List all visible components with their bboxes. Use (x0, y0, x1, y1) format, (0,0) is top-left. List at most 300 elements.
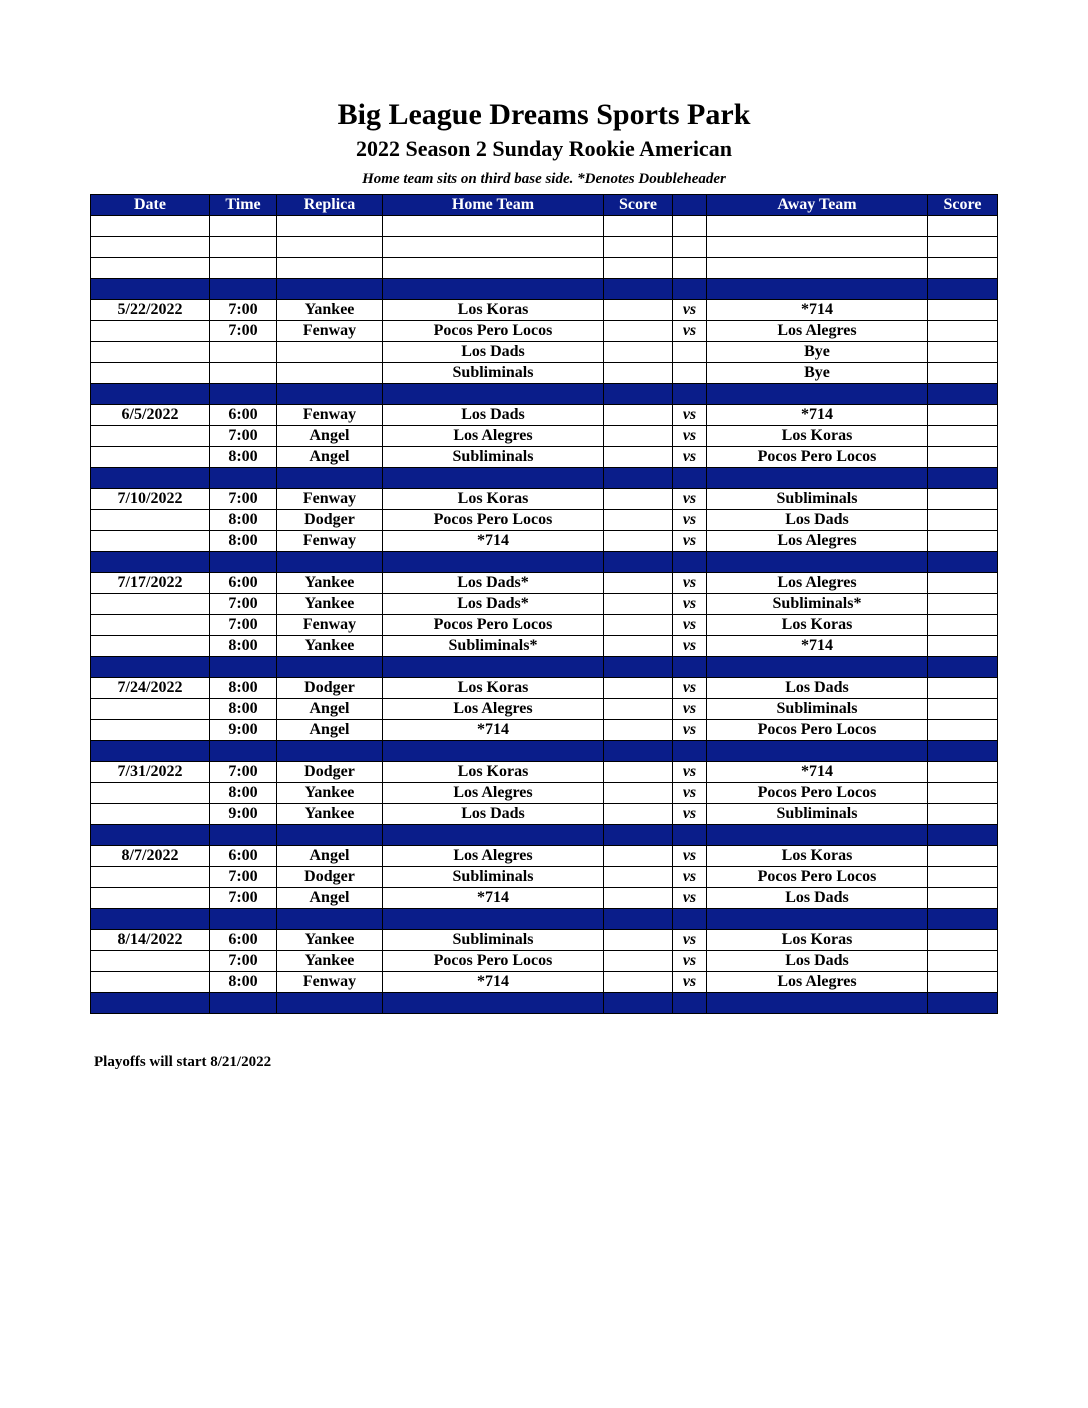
away-score-cell (928, 405, 998, 426)
home-score-cell (604, 699, 673, 720)
table-row (91, 510, 998, 531)
replica-cell (277, 279, 383, 300)
away-team-cell: Los Alegres (707, 972, 928, 993)
time-cell (210, 741, 277, 762)
away-team-cell: *714 (707, 762, 928, 783)
home-team-cell: Los Alegres (383, 426, 604, 447)
home-team-cell: Los Koras (383, 678, 604, 699)
replica-cell (277, 657, 383, 678)
table-row (91, 363, 998, 384)
vs-cell: vs (673, 951, 707, 972)
home-team-cell: *714 (383, 888, 604, 909)
replica-cell (277, 258, 383, 279)
home-score-cell (604, 216, 673, 237)
time-cell (210, 909, 277, 930)
col-home-team: Home Team (383, 195, 604, 216)
replica-cell: Yankee (277, 594, 383, 615)
time-cell: 7:00 (210, 321, 277, 342)
home-team-cell: Los Alegres (383, 783, 604, 804)
away-score-cell (928, 930, 998, 951)
home-score-cell (604, 363, 673, 384)
table-row (91, 699, 998, 720)
replica-cell: Yankee (277, 300, 383, 321)
home-score-cell (604, 573, 673, 594)
away-team-cell (707, 552, 928, 573)
table-row (91, 867, 998, 888)
home-score-cell (604, 951, 673, 972)
week-separator-row (91, 825, 998, 846)
table-row (91, 594, 998, 615)
away-score-cell (928, 468, 998, 489)
replica-cell (277, 384, 383, 405)
vs-cell: vs (673, 720, 707, 741)
away-score-cell (928, 279, 998, 300)
date-cell (91, 615, 210, 636)
time-cell (210, 216, 277, 237)
away-score-cell (928, 951, 998, 972)
date-cell (91, 321, 210, 342)
replica-cell: Yankee (277, 951, 383, 972)
col-vs (673, 195, 707, 216)
home-score-cell (604, 972, 673, 993)
away-team-cell: Pocos Pero Locos (707, 783, 928, 804)
away-score-cell (928, 573, 998, 594)
schedule-body (91, 216, 998, 1014)
vs-cell: vs (673, 321, 707, 342)
away-team-cell (707, 468, 928, 489)
date-cell (91, 468, 210, 489)
away-score-cell (928, 615, 998, 636)
replica-cell (277, 552, 383, 573)
away-score-cell (928, 888, 998, 909)
replica-cell: Yankee (277, 930, 383, 951)
replica-cell: Fenway (277, 531, 383, 552)
away-team-cell: *714 (707, 300, 928, 321)
replica-cell (277, 468, 383, 489)
date-cell (91, 594, 210, 615)
col-time: Time (210, 195, 277, 216)
home-score-cell (604, 909, 673, 930)
table-row (91, 300, 998, 321)
time-cell: 9:00 (210, 804, 277, 825)
away-team-cell: *714 (707, 405, 928, 426)
home-team-cell: Subliminals (383, 447, 604, 468)
replica-cell: Angel (277, 888, 383, 909)
home-score-cell (604, 783, 673, 804)
date-cell (91, 888, 210, 909)
vs-cell: vs (673, 804, 707, 825)
time-cell: 7:00 (210, 594, 277, 615)
home-score-cell (604, 930, 673, 951)
home-team-cell: *714 (383, 720, 604, 741)
home-score-cell (604, 510, 673, 531)
home-team-cell: Los Koras (383, 300, 604, 321)
replica-cell: Dodger (277, 867, 383, 888)
time-cell: 7:00 (210, 300, 277, 321)
away-team-cell: Subliminals* (707, 594, 928, 615)
away-team-cell: Subliminals (707, 699, 928, 720)
week-separator-row (91, 993, 998, 1014)
replica-cell: Angel (277, 720, 383, 741)
away-team-cell: Bye (707, 363, 928, 384)
away-score-cell (928, 552, 998, 573)
time-cell (210, 468, 277, 489)
table-row (91, 720, 998, 741)
replica-cell (277, 909, 383, 930)
vs-cell: vs (673, 972, 707, 993)
date-cell (91, 741, 210, 762)
home-score-cell (604, 594, 673, 615)
replica-cell (277, 216, 383, 237)
vs-cell: vs (673, 888, 707, 909)
date-cell: 7/31/2022 (91, 762, 210, 783)
replica-cell: Fenway (277, 615, 383, 636)
blank-row (91, 258, 998, 279)
table-row (91, 405, 998, 426)
date-cell: 6/5/2022 (91, 405, 210, 426)
home-score-cell (604, 741, 673, 762)
away-score-cell (928, 762, 998, 783)
replica-cell (277, 342, 383, 363)
away-team-cell: Los Koras (707, 615, 928, 636)
week-separator-row (91, 552, 998, 573)
time-cell: 6:00 (210, 573, 277, 594)
time-cell (210, 825, 277, 846)
away-score-cell (928, 720, 998, 741)
blank-row (91, 216, 998, 237)
vs-cell: vs (673, 531, 707, 552)
home-team-cell: Los Koras (383, 762, 604, 783)
away-score-cell (928, 237, 998, 258)
away-score-cell (928, 594, 998, 615)
away-team-cell: Los Koras (707, 426, 928, 447)
vs-cell (673, 279, 707, 300)
away-team-cell: Los Alegres (707, 573, 928, 594)
date-cell: 7/17/2022 (91, 573, 210, 594)
away-score-cell (928, 783, 998, 804)
home-score-cell (604, 489, 673, 510)
table-row (91, 888, 998, 909)
home-score-cell (604, 720, 673, 741)
page-title: Big League Dreams Sports Park (337, 98, 751, 131)
away-team-cell: Los Koras (707, 930, 928, 951)
vs-cell (673, 909, 707, 930)
vs-cell (673, 825, 707, 846)
home-team-cell: Los Dads (383, 342, 604, 363)
time-cell: 8:00 (210, 699, 277, 720)
home-team-cell: Los Dads* (383, 594, 604, 615)
replica-cell: Fenway (277, 489, 383, 510)
home-team-cell (383, 216, 604, 237)
time-cell: 7:00 (210, 951, 277, 972)
replica-cell: Angel (277, 426, 383, 447)
time-cell: 6:00 (210, 846, 277, 867)
time-cell: 8:00 (210, 783, 277, 804)
away-team-cell: Bye (707, 342, 928, 363)
date-cell (91, 216, 210, 237)
col-away-score: Score (928, 195, 998, 216)
table-row (91, 426, 998, 447)
table-row (91, 489, 998, 510)
week-separator-row (91, 657, 998, 678)
home-team-cell: Subliminals* (383, 636, 604, 657)
away-team-cell (707, 741, 928, 762)
table-row (91, 846, 998, 867)
home-score-cell (604, 447, 673, 468)
week-separator-row (91, 468, 998, 489)
home-team-cell: Los Dads (383, 804, 604, 825)
home-score-cell (604, 342, 673, 363)
time-cell: 8:00 (210, 447, 277, 468)
date-cell (91, 510, 210, 531)
home-score-cell (604, 237, 673, 258)
home-score-cell (604, 615, 673, 636)
home-team-cell: Los Alegres (383, 699, 604, 720)
vs-cell: vs (673, 867, 707, 888)
vs-cell: vs (673, 762, 707, 783)
home-score-cell (604, 678, 673, 699)
away-team-cell: *714 (707, 636, 928, 657)
time-cell (210, 993, 277, 1014)
away-score-cell (928, 636, 998, 657)
time-cell (210, 342, 277, 363)
home-team-cell (383, 552, 604, 573)
replica-cell: Dodger (277, 762, 383, 783)
vs-cell: vs (673, 405, 707, 426)
away-score-cell (928, 657, 998, 678)
time-cell: 6:00 (210, 405, 277, 426)
date-cell (91, 363, 210, 384)
away-score-cell (928, 846, 998, 867)
away-score-cell (928, 216, 998, 237)
home-team-cell (383, 825, 604, 846)
home-score-cell (604, 846, 673, 867)
date-cell (91, 279, 210, 300)
doubleheader-note: Home team sits on third base side. *Denotes Doubleheader (362, 171, 726, 187)
replica-cell (277, 993, 383, 1014)
week-separator-row (91, 909, 998, 930)
vs-cell: vs (673, 783, 707, 804)
table-header-row (91, 195, 998, 216)
vs-cell (673, 216, 707, 237)
home-team-cell: Subliminals (383, 363, 604, 384)
schedule-table (90, 194, 998, 1014)
date-cell (91, 867, 210, 888)
date-cell (91, 657, 210, 678)
col-date: Date (91, 195, 210, 216)
time-cell: 6:00 (210, 930, 277, 951)
away-team-cell (707, 825, 928, 846)
away-team-cell: Pocos Pero Locos (707, 867, 928, 888)
vs-cell (673, 468, 707, 489)
home-score-cell (604, 657, 673, 678)
home-team-cell: Los Alegres (383, 846, 604, 867)
home-team-cell (383, 384, 604, 405)
vs-cell: vs (673, 594, 707, 615)
away-score-cell (928, 867, 998, 888)
home-score-cell (604, 531, 673, 552)
blank-row (91, 237, 998, 258)
home-team-cell (383, 993, 604, 1014)
date-cell: 7/10/2022 (91, 489, 210, 510)
home-score-cell (604, 468, 673, 489)
home-team-cell: Subliminals (383, 930, 604, 951)
date-cell (91, 993, 210, 1014)
home-team-cell: Pocos Pero Locos (383, 951, 604, 972)
home-score-cell (604, 762, 673, 783)
home-team-cell (383, 237, 604, 258)
playoffs-note: Playoffs will start 8/21/2022 (94, 1054, 272, 1070)
home-team-cell: Los Dads* (383, 573, 604, 594)
away-team-cell (707, 384, 928, 405)
date-cell (91, 636, 210, 657)
away-team-cell: Los Dads (707, 888, 928, 909)
time-cell: 8:00 (210, 678, 277, 699)
away-score-cell (928, 510, 998, 531)
away-team-cell: Los Koras (707, 846, 928, 867)
date-cell (91, 951, 210, 972)
home-score-cell (604, 426, 673, 447)
time-cell: 7:00 (210, 867, 277, 888)
vs-cell: vs (673, 426, 707, 447)
away-team-cell (707, 657, 928, 678)
away-score-cell (928, 489, 998, 510)
replica-cell: Angel (277, 447, 383, 468)
vs-cell: vs (673, 510, 707, 531)
time-cell (210, 237, 277, 258)
home-team-cell: Subliminals (383, 867, 604, 888)
away-score-cell (928, 384, 998, 405)
date-cell (91, 237, 210, 258)
away-score-cell (928, 741, 998, 762)
vs-cell (673, 342, 707, 363)
date-cell (91, 531, 210, 552)
replica-cell: Yankee (277, 573, 383, 594)
time-cell: 7:00 (210, 489, 277, 510)
home-score-cell (604, 258, 673, 279)
replica-cell (277, 237, 383, 258)
replica-cell (277, 825, 383, 846)
table-row (91, 762, 998, 783)
table-row (91, 573, 998, 594)
week-separator-row (91, 384, 998, 405)
replica-cell: Yankee (277, 804, 383, 825)
vs-cell: vs (673, 846, 707, 867)
home-team-cell: Pocos Pero Locos (383, 510, 604, 531)
page-subtitle: 2022 Season 2 Sunday Rookie American (356, 136, 732, 161)
replica-cell: Dodger (277, 678, 383, 699)
replica-cell (277, 363, 383, 384)
date-cell: 5/22/2022 (91, 300, 210, 321)
time-cell (210, 258, 277, 279)
home-team-cell: Pocos Pero Locos (383, 615, 604, 636)
date-cell: 8/14/2022 (91, 930, 210, 951)
table-row (91, 930, 998, 951)
away-team-cell: Los Alegres (707, 321, 928, 342)
vs-cell (673, 237, 707, 258)
vs-cell: vs (673, 678, 707, 699)
home-team-cell: Pocos Pero Locos (383, 321, 604, 342)
table-row (91, 342, 998, 363)
home-score-cell (604, 552, 673, 573)
time-cell: 9:00 (210, 720, 277, 741)
table-row (91, 636, 998, 657)
date-cell (91, 342, 210, 363)
home-team-cell: *714 (383, 972, 604, 993)
date-cell: 7/24/2022 (91, 678, 210, 699)
replica-cell: Fenway (277, 972, 383, 993)
replica-cell: Yankee (277, 783, 383, 804)
table-row (91, 447, 998, 468)
date-cell (91, 720, 210, 741)
away-team-cell: Los Alegres (707, 531, 928, 552)
time-cell (210, 363, 277, 384)
replica-cell: Dodger (277, 510, 383, 531)
away-score-cell (928, 342, 998, 363)
home-score-cell (604, 888, 673, 909)
date-cell (91, 972, 210, 993)
table-row (91, 804, 998, 825)
vs-cell (673, 552, 707, 573)
away-score-cell (928, 321, 998, 342)
week-separator-row (91, 279, 998, 300)
vs-cell (673, 741, 707, 762)
replica-cell: Yankee (277, 636, 383, 657)
replica-cell: Angel (277, 846, 383, 867)
away-score-cell (928, 804, 998, 825)
replica-cell: Angel (277, 699, 383, 720)
time-cell (210, 384, 277, 405)
home-score-cell (604, 804, 673, 825)
home-score-cell (604, 384, 673, 405)
date-cell (91, 699, 210, 720)
vs-cell (673, 993, 707, 1014)
home-team-cell (383, 909, 604, 930)
date-cell (91, 552, 210, 573)
time-cell (210, 279, 277, 300)
replica-cell (277, 741, 383, 762)
vs-cell: vs (673, 930, 707, 951)
col-away-team: Away Team (707, 195, 928, 216)
date-cell: 8/7/2022 (91, 846, 210, 867)
date-cell (91, 384, 210, 405)
vs-cell: vs (673, 636, 707, 657)
away-team-cell (707, 216, 928, 237)
week-separator-row (91, 741, 998, 762)
col-replica: Replica (277, 195, 383, 216)
replica-cell: Fenway (277, 321, 383, 342)
table-row (91, 321, 998, 342)
date-cell (91, 783, 210, 804)
time-cell: 7:00 (210, 888, 277, 909)
home-team-cell (383, 657, 604, 678)
away-team-cell: Pocos Pero Locos (707, 720, 928, 741)
away-score-cell (928, 972, 998, 993)
home-team-cell: Los Koras (383, 489, 604, 510)
away-team-cell (707, 993, 928, 1014)
away-team-cell (707, 279, 928, 300)
vs-cell (673, 384, 707, 405)
vs-cell (673, 657, 707, 678)
away-score-cell (928, 909, 998, 930)
away-score-cell (928, 258, 998, 279)
home-team-cell (383, 258, 604, 279)
vs-cell: vs (673, 447, 707, 468)
vs-cell: vs (673, 699, 707, 720)
vs-cell (673, 363, 707, 384)
away-team-cell: Los Dads (707, 951, 928, 972)
away-team-cell: Los Dads (707, 510, 928, 531)
